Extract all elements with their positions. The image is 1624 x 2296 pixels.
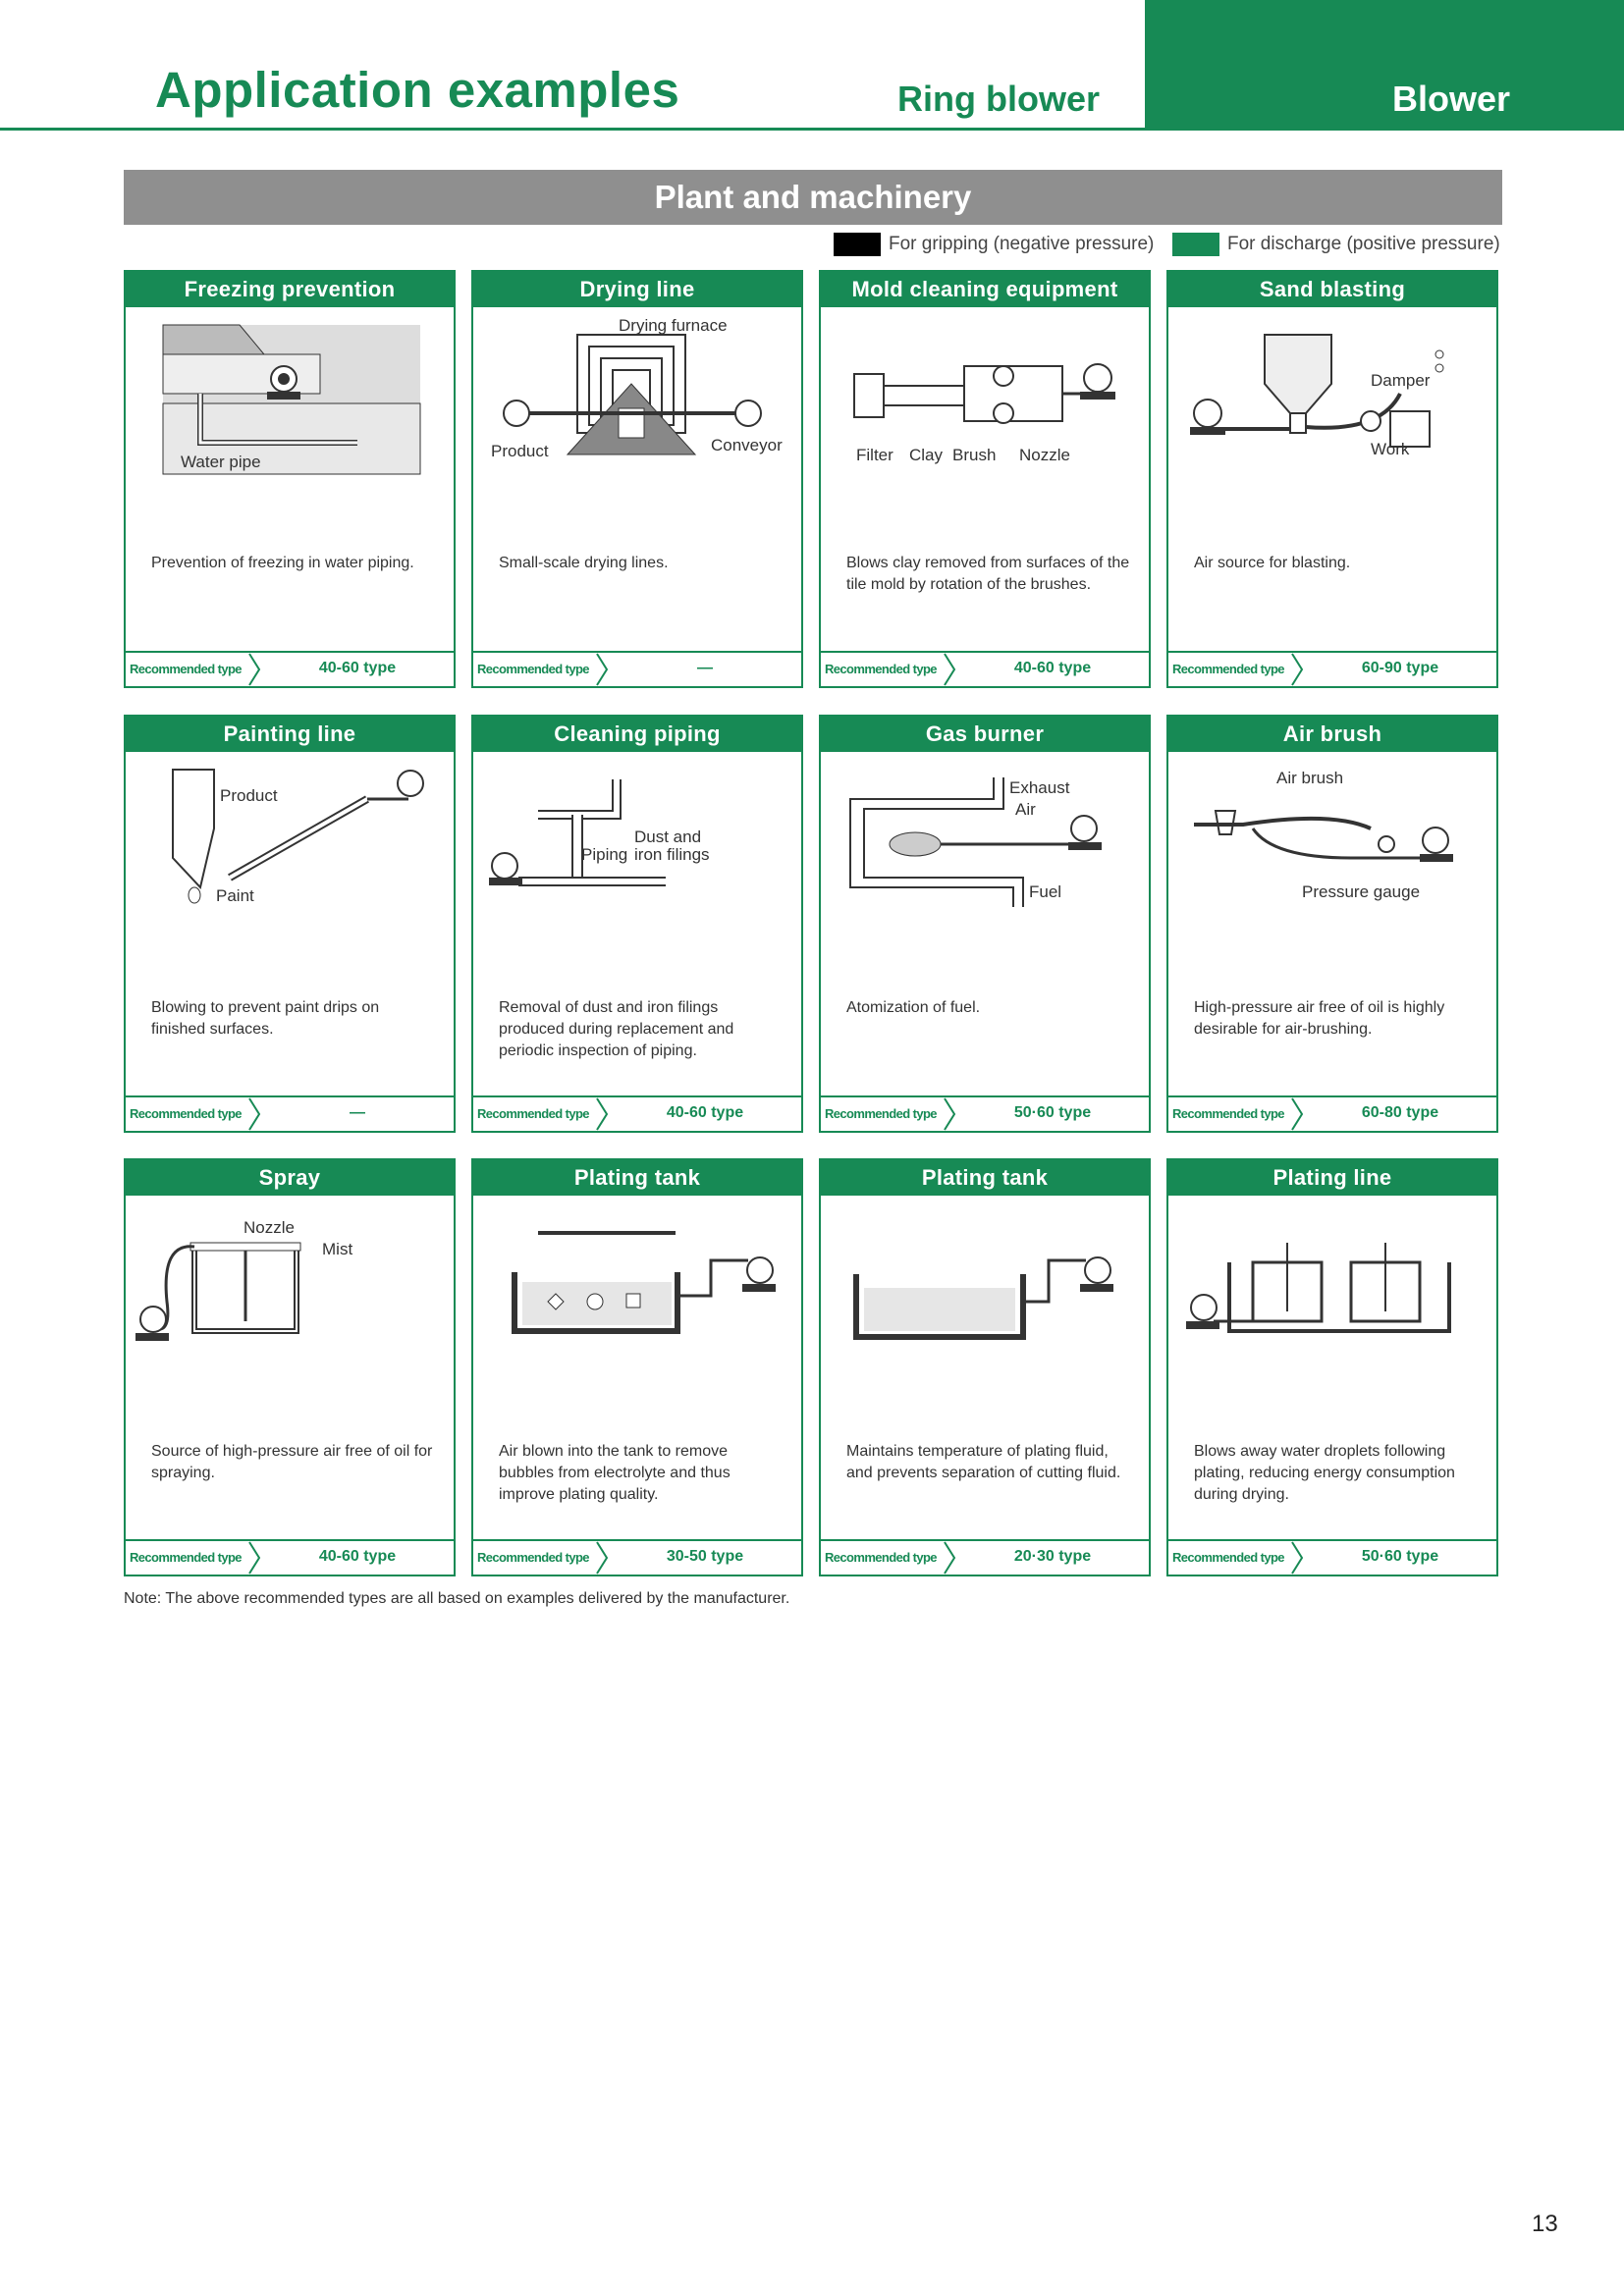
card-gas-burner bbox=[819, 715, 1151, 1133]
chevron-right-icon bbox=[595, 1541, 609, 1575]
recommended-type-label: Recommended type bbox=[477, 1550, 589, 1565]
card-title: Cleaning piping bbox=[473, 717, 801, 752]
legend-positive-label: For discharge (positive pressure) bbox=[1227, 234, 1500, 254]
chevron-right-icon bbox=[943, 1097, 956, 1131]
header-rule bbox=[0, 128, 1145, 131]
label-brush: Brush bbox=[952, 446, 997, 464]
card-description: Air blown into the tank to remove bubbles from electrolyte and thus improve plating quality. bbox=[499, 1443, 731, 1503]
recommended-type-label: Recommended type bbox=[825, 1106, 937, 1121]
card-painting-line bbox=[124, 715, 456, 1133]
legend-swatch-black bbox=[834, 233, 881, 256]
chevron-right-icon bbox=[247, 1097, 261, 1131]
page-number: 13 bbox=[1532, 2211, 1558, 2237]
recommended-type-value: 40-60 type bbox=[666, 1104, 744, 1121]
legend-negative bbox=[834, 232, 1154, 257]
gas-burner-figure bbox=[827, 760, 1143, 927]
label-pressure-gauge: Pressure gauge bbox=[1302, 882, 1421, 901]
chevron-right-icon bbox=[595, 653, 609, 686]
label-fuel: Fuel bbox=[1029, 882, 1062, 901]
card-spray bbox=[124, 1158, 456, 1576]
card-title: Gas burner bbox=[821, 717, 1149, 752]
recommended-type-label: Recommended type bbox=[477, 1106, 589, 1121]
recommended-type-row bbox=[1168, 1539, 1496, 1575]
recommended-type-value: 30-50 type bbox=[666, 1548, 744, 1565]
label-work: Work bbox=[1371, 440, 1410, 458]
page-title: Application examples bbox=[155, 62, 680, 118]
recommended-type-row bbox=[1168, 1095, 1496, 1131]
card-title: Sand blasting bbox=[1168, 272, 1496, 307]
card-title: Plating tank bbox=[473, 1160, 801, 1196]
card-description: Air source for blasting. bbox=[1194, 555, 1351, 571]
category-label: Blower bbox=[1392, 79, 1511, 119]
recommended-type-value: 50·60 type bbox=[1361, 1548, 1439, 1565]
spray-figure bbox=[132, 1203, 448, 1370]
chevron-right-icon bbox=[1290, 1097, 1304, 1131]
card-description: Prevention of freezing in water piping. bbox=[151, 555, 414, 571]
recommended-type-value: 60-90 type bbox=[1361, 660, 1439, 676]
mold-cleaning-figure bbox=[827, 315, 1143, 482]
chevron-right-icon bbox=[247, 653, 261, 686]
card-cleaning-piping bbox=[471, 715, 803, 1133]
label-air-brush: Air brush bbox=[1276, 769, 1344, 787]
card-plating-tank-1 bbox=[471, 1158, 803, 1576]
card-title: Plating tank bbox=[821, 1160, 1149, 1196]
card-description: Small-scale drying lines. bbox=[499, 555, 669, 571]
cleaning-piping-figure bbox=[479, 760, 795, 927]
card-title: Mold cleaning equipment bbox=[821, 272, 1149, 307]
recommended-type-value: 60-80 type bbox=[1361, 1104, 1439, 1121]
recommended-type-row bbox=[473, 1539, 801, 1575]
recommended-type-label: Recommended type bbox=[130, 662, 242, 676]
recommended-type-value: 40-60 type bbox=[318, 660, 397, 676]
label-mist: Mist bbox=[322, 1240, 353, 1258]
card-drying-line bbox=[471, 270, 803, 688]
plating-line-figure bbox=[1174, 1203, 1490, 1370]
chevron-right-icon bbox=[247, 1541, 261, 1575]
label-damper: Damper bbox=[1371, 371, 1431, 390]
recommended-type-label: Recommended type bbox=[825, 662, 937, 676]
label-product: Product bbox=[220, 786, 278, 805]
card-plating-tank-2 bbox=[819, 1158, 1151, 1576]
recommended-type-label: Recommended type bbox=[1172, 1106, 1284, 1121]
label-product: Product bbox=[491, 442, 549, 460]
recommended-type-label: Recommended type bbox=[1172, 662, 1284, 676]
chevron-right-icon bbox=[1290, 653, 1304, 686]
card-description: Source of high-pressure air free of oil for spraying. bbox=[151, 1443, 433, 1481]
air-brush-figure bbox=[1174, 760, 1490, 927]
card-title: Plating line bbox=[1168, 1160, 1496, 1196]
card-title: Painting line bbox=[126, 717, 454, 752]
recommended-type-row bbox=[126, 651, 454, 686]
recommended-type-row bbox=[1168, 651, 1496, 686]
recommended-type-row bbox=[126, 1095, 454, 1131]
recommended-type-label: Recommended type bbox=[825, 1550, 937, 1565]
label-dust: Dust and bbox=[634, 828, 702, 846]
label-conveyor: Conveyor bbox=[711, 436, 783, 454]
recommended-type-label: Recommended type bbox=[1172, 1550, 1284, 1565]
recommended-type-row bbox=[473, 651, 801, 686]
recommended-type-row bbox=[821, 1095, 1149, 1131]
category-tab bbox=[1145, 0, 1624, 131]
card-description: High-pressure air free of oil is highly desirable for air-brushing. bbox=[1194, 999, 1445, 1038]
card-sand-blasting bbox=[1166, 270, 1498, 688]
card-description: Blows away water droplets following plating, reducing energy consumption during drying. bbox=[1194, 1443, 1455, 1503]
legend-positive bbox=[1172, 232, 1500, 257]
sand-blasting-figure bbox=[1174, 315, 1490, 482]
painting-line-figure bbox=[132, 760, 448, 927]
label-nozzle: Nozzle bbox=[244, 1218, 295, 1237]
recommended-type-value: 50·60 type bbox=[1013, 1104, 1092, 1121]
recommended-type-row bbox=[821, 651, 1149, 686]
card-description: Atomization of fuel. bbox=[846, 999, 981, 1016]
card-mold-cleaning-equipment bbox=[819, 270, 1151, 688]
recommended-type-value: — bbox=[350, 1104, 365, 1121]
label-iron-filings: iron filings bbox=[634, 845, 710, 864]
label-filter: Filter bbox=[856, 446, 893, 464]
label-drying-furnace: Drying furnace bbox=[619, 316, 728, 335]
chevron-right-icon bbox=[595, 1097, 609, 1131]
card-title: Freezing prevention bbox=[126, 272, 454, 307]
label-clay: Clay bbox=[909, 446, 944, 464]
card-description: Removal of dust and iron filings produced during replacement and periodic inspection of piping. bbox=[499, 999, 734, 1059]
recommended-type-row bbox=[126, 1539, 454, 1575]
legend-swatch-green bbox=[1172, 233, 1219, 256]
recommended-type-value: 20·30 type bbox=[1013, 1548, 1092, 1565]
card-title: Air brush bbox=[1168, 717, 1496, 752]
label-air: Air bbox=[1015, 800, 1036, 819]
card-description: Blowing to prevent paint drips on finished surfaces. bbox=[151, 999, 380, 1038]
card-title: Spray bbox=[126, 1160, 454, 1196]
recommended-type-value: 40-60 type bbox=[318, 1548, 397, 1565]
drying-line-figure bbox=[479, 315, 795, 482]
label-nozzle: Nozzle bbox=[1019, 446, 1070, 464]
chevron-right-icon bbox=[943, 653, 956, 686]
section-title: Plant and machinery bbox=[124, 170, 1502, 225]
freezing-prevention-figure bbox=[132, 315, 448, 482]
label-water-pipe: Water pipe bbox=[181, 453, 261, 471]
card-description: Blows clay removed from surfaces of the tile mold by rotation of the brushes. bbox=[846, 555, 1130, 593]
legend-negative-label: For gripping (negative pressure) bbox=[889, 234, 1155, 254]
recommended-type-label: Recommended type bbox=[477, 662, 589, 676]
plating-tank-2-figure bbox=[827, 1203, 1143, 1370]
label-piping: Piping bbox=[581, 845, 628, 864]
recommended-type-row bbox=[821, 1539, 1149, 1575]
chevron-right-icon bbox=[943, 1541, 956, 1575]
card-freezing-prevention bbox=[124, 270, 456, 688]
card-plating-line bbox=[1166, 1158, 1498, 1576]
label-paint: Paint bbox=[216, 886, 254, 905]
recommended-type-label: Recommended type bbox=[130, 1106, 242, 1121]
card-air-brush bbox=[1166, 715, 1498, 1133]
recommended-type-row bbox=[473, 1095, 801, 1131]
chevron-right-icon bbox=[1290, 1541, 1304, 1575]
card-description: Maintains temperature of plating fluid, and prevents separation of cutting fluid. bbox=[846, 1443, 1121, 1481]
card-title: Drying line bbox=[473, 272, 801, 307]
page-subtitle: Ring blower bbox=[897, 79, 1100, 119]
footnote: Note: The above recommended types are all based on examples delivered by the manufacturer. bbox=[124, 1590, 790, 1607]
recommended-type-label: Recommended type bbox=[130, 1550, 242, 1565]
label-exhaust: Exhaust bbox=[1009, 778, 1070, 797]
recommended-type-value: 40-60 type bbox=[1013, 660, 1092, 676]
plating-tank-figure bbox=[479, 1203, 795, 1370]
recommended-type-value: — bbox=[697, 660, 713, 676]
